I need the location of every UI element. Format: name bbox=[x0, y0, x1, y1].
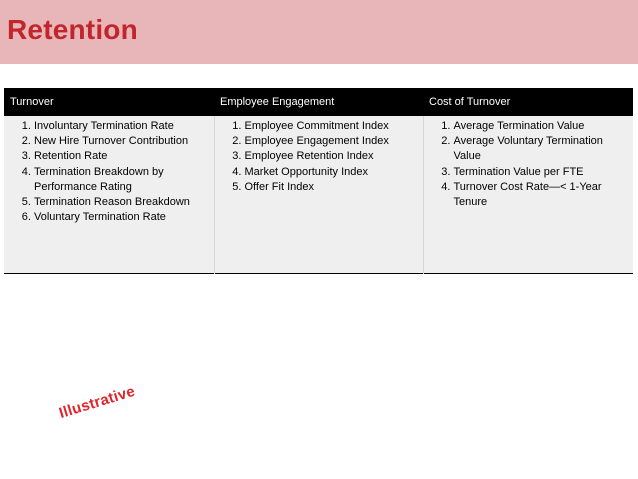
metrics-table bbox=[4, 88, 633, 274]
table-header-row bbox=[4, 88, 633, 116]
column-header-cost-of-turnover: Cost of Turnover bbox=[423, 88, 633, 116]
employee-engagement-list bbox=[221, 119, 417, 195]
list-item: 1. Employee Commitment Index bbox=[245, 119, 417, 134]
cost-of-turnover-list bbox=[430, 119, 628, 210]
list-item: 1. Involuntary Termination Rate bbox=[34, 119, 208, 134]
title-band bbox=[0, 0, 638, 64]
list-item: 4. Market Opportunity Index bbox=[245, 165, 417, 180]
cost-of-turnover-cell bbox=[423, 116, 633, 274]
page-title: Retention bbox=[7, 14, 138, 45]
column-header-employee-engagement: Employee Engagement bbox=[214, 88, 423, 116]
column-header-turnover: Turnover bbox=[4, 88, 214, 116]
list-item: 3. Termination Value per FTE bbox=[454, 165, 628, 180]
list-item: 2. Employee Engagement Index bbox=[245, 134, 417, 149]
list-item: 3. Retention Rate bbox=[34, 149, 208, 164]
turnover-list bbox=[10, 119, 208, 225]
list-item: 2. New Hire Turnover Contribution bbox=[34, 134, 208, 149]
employee-engagement-cell bbox=[214, 116, 423, 274]
list-item: 5. Offer Fit Index bbox=[245, 180, 417, 195]
list-item: 2. Average Voluntary Termination Value bbox=[454, 134, 628, 164]
turnover-cell bbox=[4, 116, 214, 274]
list-item: 3. Employee Retention Index bbox=[245, 149, 417, 164]
list-item: 6. Voluntary Termination Rate bbox=[34, 210, 208, 225]
list-item: 1. Average Termination Value bbox=[454, 119, 628, 134]
table-row bbox=[4, 116, 633, 274]
list-item: 5. Termination Reason Breakdown bbox=[34, 195, 208, 210]
list-item: 4. Termination Breakdown by Performance Rating bbox=[34, 165, 208, 195]
list-item: 4. Turnover Cost Rate—< 1-Year Tenure bbox=[454, 180, 628, 210]
illustrative-stamp: Illustrative bbox=[57, 382, 138, 422]
